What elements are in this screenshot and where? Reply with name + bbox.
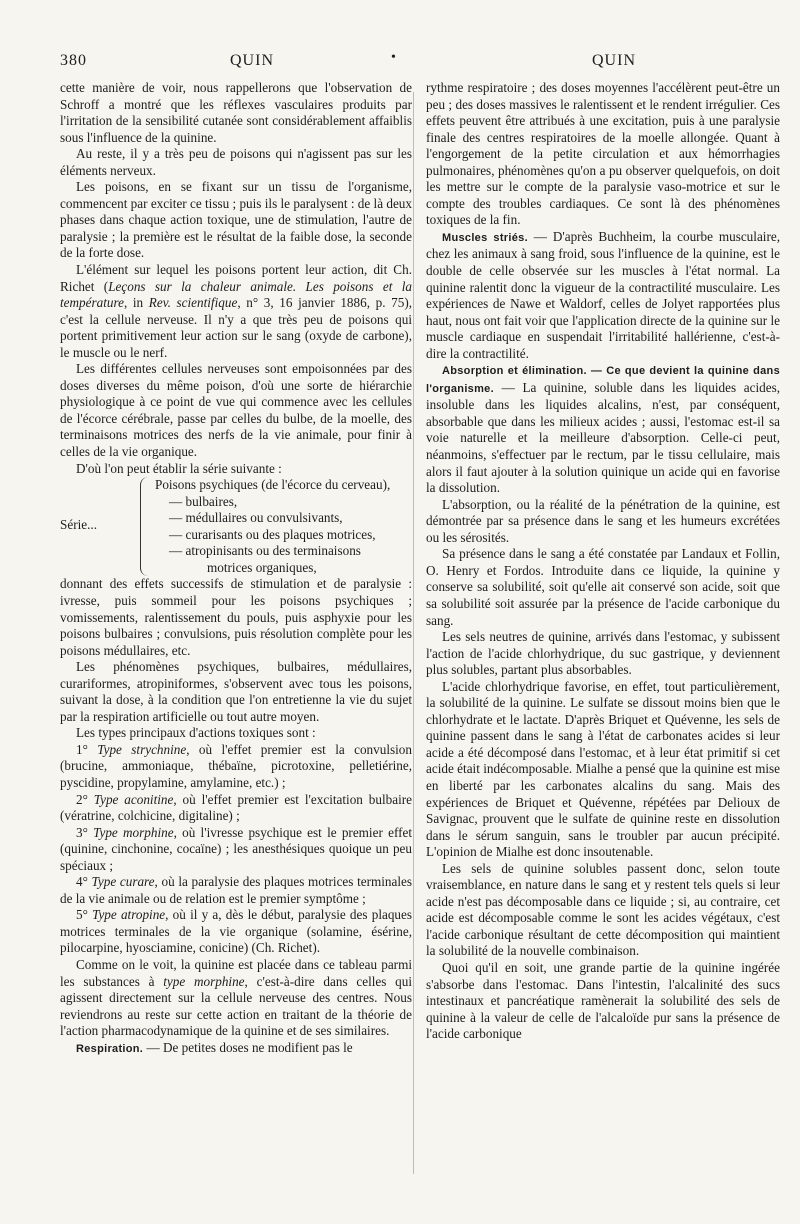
section-heading: Muscles striés. — [442, 231, 528, 244]
paragraph: Au reste, il y a très peu de poisons qui n'agissent pas sur les éléments nerveux. — [60, 146, 412, 178]
series-item: — curarisants ou des plaques motrices, — [169, 526, 376, 542]
citation-title: Leçons sur la chaleur animale. Les poisons et la température — [60, 278, 412, 311]
paragraph: Sa présence dans le sang a été constatée par Landaux et Follin, O. Henry et Fordos. Introduite dans ce liquide, la quinine y conserve sa solubilité, soit qu'elle ait conservé son acide, soit que sa solubilité soit assurée par la présence de l'acide carbonique du sang. — [426, 546, 780, 628]
left-column — [60, 80, 412, 1057]
section-heading: Respiration. — [76, 1042, 144, 1055]
paragraph-richet: L'élément sur lequel les poisons portent leur action, dit Ch. Richet (Leçons sur la chaleur animale. Les poisons et la température, in Rev. scientifique, n° 3, 16 janvier 1886, p. 75), c'est la cellule nerveuse. Il n'y a que très peu de poisons qui portent primitivement leur action sur le sang (oxyde de carbone), le muscle ou le nerf. — [60, 262, 413, 360]
paragraph: Comme on le voit, la quinine est placée dans ce tableau parmi les substances à type morphine, c'est-à-dire dans celles qui agissent directement sur la cellule nerveuse des centres. Nous reviendrons au reste sur cette action en traitant de la théorie de l'action pharmacodynamique de la quinine et de ses similaires. — [60, 956, 413, 1039]
type-item: 2° Type aconitine, où l'effet premier est l'excitation bulbaire (vératrine, colchicine, digitaline) ; — [60, 791, 412, 824]
paragraph: L'absorption, ou la réalité de la pénétration de la quinine, est démontrée par sa présence dans le sang et les humeurs excrétées ou les sérosités. — [426, 496, 780, 545]
type-item: 1° Type strychnine, où l'effet premier est la convulsion (brucine, ammoniaque, thébaïne, picrotoxine, pelletiérine, pyscidine, propylamine, amylamine, etc.) ; — [60, 741, 412, 790]
paragraph: Les sels neutres de quinine, arrivés dans l'estomac, y subissent l'action de l'acide chlorhydrique, du suc gastrique, y deviennent plus solubles, partant plus absorbables. — [426, 629, 780, 678]
paragraph: cette manière de voir, nous rappellerons que l'observation de Schroff a montré que les réflexes vasculaires produits par l'irritation de la sensibilité cutanée sont considérablement affaiblis sous l'influence de la quinine. — [60, 80, 412, 145]
series-item: — médullaires ou convulsivants, — [169, 510, 343, 526]
paragraph: Les phénomènes psychiques, bulbaires, médullaires, curariformes, atropiniformes, s'observent avec tous les poisons, suivant la dose, à la condition que l'on entretienne la vie du sujet par la respiration artificielle ou tout autre moyen. — [60, 659, 412, 724]
type-item: 4° Type curare, où la paralysie des plaques motrices terminales de la vie animale ou de relation est le premier symptôme ; — [60, 874, 413, 906]
section-respiration: Respiration. — De petites doses ne modifient pas le — [76, 1039, 353, 1055]
running-head-left: QUIN — [230, 52, 274, 69]
series-item: — atropinisants ou des terminaisons — [169, 543, 361, 559]
type-item: 3° Type morphine, où l'ivresse psychique est le premier effet (quinine, cinchonine, cocaïne) ; les anesthésiques quoique un peu spéciaux ; — [60, 824, 413, 873]
citation-journal: Rev. scientifique — [148, 295, 238, 311]
running-head-right: QUIN — [592, 52, 636, 69]
series-item: — bulbaires, — [169, 493, 238, 509]
section-absorption: Absorption et élimination. — Ce que devient la quinine dans l'organisme. — La quinine, soluble dans les liquides acides, insoluble dans les liquides alcalins, n'est, par conséquent, absorbable que dans les milieux acides ; aussi, l'estomac est-il sa voie naturelle et la meilleure d'absorption. Celle-ci peut, néanmoins, s'effectuer par le rectum, par le tissu cellulaire, mais alors il faut ajouter à la solution quinique un acide qui en favorise la dissolution. — [426, 365, 780, 496]
center-mark: • — [391, 50, 396, 65]
series-item: Poisons psychiques (de l'écorce du cerveau), — [155, 477, 391, 493]
type-item: 5° Type atropine, où il y a, dès le début, paralysie des plaques motrices terminales de la vie organique (solamine, ésérine, pilocarpine, hyosciamine, conicine) (Ch. Richet). — [60, 907, 413, 956]
paragraph: Les types principaux d'actions toxiques sont : — [76, 725, 316, 741]
column-divider — [413, 92, 414, 1174]
brace — [140, 477, 149, 576]
series-item: motrices organiques, — [207, 559, 317, 575]
paragraph: L'acide chlorhydrique favorise, en effet, tout particulièrement, la solubilité de la quinine. Le sulfate se dissout moins bien que le chlorhydrate et le lactate. D'après Briquet et Quévenne, les sels de quinine passent dans le sang à l'état de carbonates acides si leur acide a été décomposé dans l'estomac, et à leur état primitif si cet acide était indécomposable. Mialhe a pensé que la quinine est mise en liberté par les carbonates alcalins du sang. Mais des expériences de Briquet et Quévenne, répétées par Delioux de Savignac, prouvent que le sulfate de quinine reste en dissolution dans le sérum sanguin, sans le troubler par aucun précipité. L'opinion de Mialhe est donc insoutenable. — [426, 678, 780, 860]
section-heading: Absorption et élimination. — Ce que devient la quinine dans l'organisme. — [426, 365, 780, 395]
paragraph: donnant des effets successifs de stimulation et de paralysie : ivresse, puis sommeil pour les poisons psychiques ; vomissements, ralentissement du pouls, puis asphyxie pour les poisons bulbaires ; convulsions, puis résolution complète pour les poisons médullaires, etc. — [60, 576, 412, 658]
series-label: Série... — [60, 517, 97, 533]
page-number: 380 — [60, 52, 87, 69]
paragraph: Les différentes cellules nerveuses sont empoisonnées par des doses diverses du même poison, d'où une sorte de hiérarchie physiologique à ce point de vue qui commence avec les cellules de l'écorce cérébrale, passe par celles du bulbe, de la moelle, des terminaisons motrices des nerfs de la vie animale, pour finir à celles de la vie organique. — [60, 361, 412, 460]
series-table — [60, 477, 412, 576]
paragraph: D'où l'on peut établir la série suivante : — [76, 460, 282, 476]
paragraph: Les sels de quinine solubles passent donc, selon toute vraisemblance, en nature dans le sang et y restent tels quels si leur acide n'est pas décomposable dans ce liquide ; si, au contraire, cet acide est décomposable comme le sont les acides végétaux, c'est l'acide carbonique résultant de cette décomposition qui maintient la solubilité de la nouvelle combinaison. — [426, 860, 780, 959]
right-column — [426, 80, 780, 1043]
paragraph: rythme respiratoire ; des doses moyennes l'accélèrent peut-être un peu ; des doses massives le ralentissent et le rendent irrégulier. Ces effets peuvent être attribués à une excitation, puis à une paralysie finale des centres respiratoires de la moelle allongée. Quant à l'engorgement de la petite circulation et aux hémorrhagies pulmonaires, phénomènes qu'on a pu observer quelquefois, on doit les mettre sur le compte de la paralysie vaso-motrice et sur le compte des troubles cardiaques. Ce sont là des phénomènes toxiques de la fin. — [426, 80, 780, 228]
section-muscles: Muscles striés. — D'après Buchheim, la courbe musculaire, chez les animaux à sang froid, sous l'influence de la quinine, est le double de celle observée sur les muscles à l'état normal. La quinine ralentit donc la vigueur de la contractilité musculaire. Les expériences de Nawe et Waldorf, celles de Jolyet rapportées plus haut, nous ont fait voir que l'application directe de la quinine sur le muscle cardiaque en suspendait l'irritabilité hallérienne, c'est-à-dire la contractilité. — [426, 228, 781, 361]
paragraph: Les poisons, en se fixant sur un tissu de l'organisme, commencent par exciter ce tissu ; puis ils le paralysent : de là deux phases dans chaque action toxique, une de stimulation, l'autre de paralysie ; la première est le résultat de la faible dose, la seconde de la forte dose. — [60, 179, 412, 261]
paragraph: Quoi qu'il en soit, une grande partie de la quinine ingérée s'absorbe dans l'estomac. Dans l'intestin, l'alcalinité des sucs intestinaux et pancréatique ramènerait la solubilité des sels de quinine à la valeur de celle de l'alcaloïde pur sans la présence de l'acide carbonique — [426, 959, 780, 1042]
